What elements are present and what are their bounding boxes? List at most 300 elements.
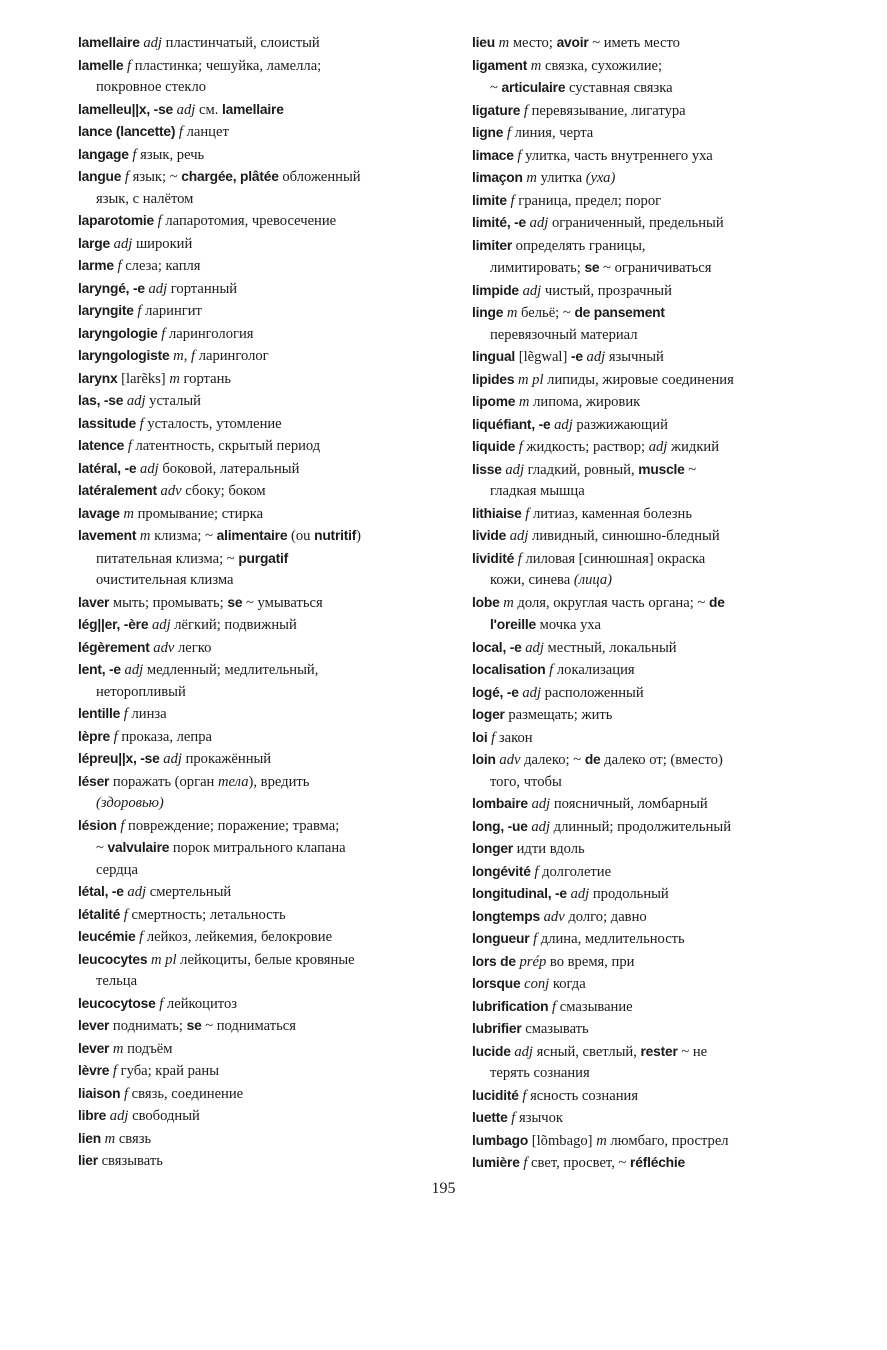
grammar-label: m	[530, 57, 542, 74]
entry-line	[472, 1063, 812, 1085]
translation-text: того, чтобы	[490, 773, 562, 790]
headword: lipides	[472, 371, 515, 387]
entry-line	[472, 659, 812, 682]
dictionary-entry	[472, 302, 812, 346]
grammar-label: f	[123, 906, 128, 923]
grammar-label: f	[178, 124, 183, 140]
translation-text: ), вредить	[248, 773, 310, 790]
dictionary-entry	[78, 368, 458, 391]
translation-text: неторопливый	[96, 683, 186, 700]
headword: limace	[472, 147, 514, 163]
dictionary-entry	[472, 55, 812, 100]
translation-text: сердца	[96, 861, 138, 878]
dictionary-entry	[472, 548, 812, 592]
grammar-label: adv	[160, 483, 182, 499]
translation-text: далеко; ~	[520, 752, 585, 768]
dictionary-entry	[78, 278, 458, 301]
dictionary-entry	[472, 346, 812, 369]
grammar-label: adj	[529, 215, 549, 231]
translation-text: разжижающий	[572, 416, 668, 433]
entry-line	[472, 325, 812, 347]
headword: valvulaire	[107, 840, 170, 855]
entry-line	[472, 1107, 812, 1130]
entry-line	[472, 816, 812, 839]
entry-line	[472, 503, 812, 526]
translation-text: смертельный	[146, 884, 232, 900]
dictionary-entry	[78, 55, 458, 99]
headword: réfléchie	[630, 1155, 685, 1170]
entry-line	[78, 1038, 458, 1061]
grammar-label: f	[533, 931, 538, 947]
grammar-label: f	[518, 439, 523, 455]
headword: loi	[472, 729, 488, 745]
entry-line	[78, 121, 458, 144]
headword: nutritif	[314, 528, 357, 543]
headword: lavage	[78, 505, 120, 521]
headword: légèrement	[78, 639, 150, 655]
entry-line	[472, 77, 812, 100]
dictionary-entry	[472, 167, 812, 190]
headword: loger	[472, 707, 505, 722]
dictionary-entry	[472, 1130, 812, 1153]
translation-text: когда	[549, 976, 586, 992]
dictionary-entry	[472, 793, 812, 816]
headword: lobe	[472, 594, 500, 610]
grammar-label: adj	[109, 1108, 129, 1124]
grammar-label: f	[123, 706, 128, 722]
grammar-label: f	[534, 863, 539, 880]
entry-line	[78, 189, 458, 211]
grammar-label: adj	[113, 235, 133, 252]
translation-text: ~ подниматься	[201, 1018, 296, 1034]
entry-line	[78, 323, 458, 346]
translation-text: смазывание	[556, 998, 633, 1015]
entry-line	[78, 837, 458, 860]
headword: lier	[78, 1153, 98, 1168]
translation-text: улитка, часть внутреннего уха	[521, 147, 713, 164]
dictionary-entry	[472, 1107, 812, 1130]
translation-text: (ou	[287, 528, 315, 544]
translation-text: язычный	[605, 349, 664, 365]
grammar-label: f	[510, 192, 515, 209]
entry-line	[472, 682, 812, 705]
dictionary-entry	[472, 145, 812, 168]
dictionary-entry	[78, 480, 458, 503]
translation-text: усталость, утомление	[143, 415, 282, 432]
translation-text: жидкость; раствор;	[522, 439, 649, 455]
grammar-label: adj	[163, 751, 182, 767]
left-column	[78, 32, 458, 1173]
entry-line	[472, 212, 812, 235]
translation-text: лапаротомия, чревосечение	[161, 213, 337, 229]
grammar-label: f	[517, 147, 522, 164]
entry-line	[472, 637, 812, 660]
dictionary-entry	[472, 659, 812, 682]
entry-line	[78, 548, 458, 571]
translation-text: боковой, латеральный	[158, 460, 300, 477]
translation-text: кожи, синева	[490, 572, 574, 588]
entry-line	[78, 904, 458, 927]
headword: libre	[78, 1108, 107, 1123]
entry-line	[472, 614, 812, 637]
right-column	[472, 32, 812, 1175]
headword: longitudinal, -e	[472, 886, 567, 901]
headword: lassitude	[78, 415, 137, 431]
translation-text: проказа, лепра	[117, 728, 212, 745]
grammar-label: f	[159, 995, 164, 1012]
grammar-label: adj	[151, 617, 171, 633]
grammar-label: adj	[124, 662, 144, 678]
dictionary-entry	[472, 704, 812, 727]
entry-line	[78, 971, 458, 993]
translation-text: [larẽks]	[117, 370, 170, 387]
dictionary-entry	[78, 525, 458, 592]
dictionary-entry	[78, 748, 458, 771]
dictionary-entry	[472, 1152, 812, 1175]
entry-line	[472, 1085, 812, 1108]
headword: leucocytes	[78, 951, 148, 967]
dictionary-entry	[78, 1128, 458, 1151]
grammar-label: adj	[127, 884, 147, 900]
dictionary-entry	[78, 815, 458, 882]
translation-text: очистительная клизма	[96, 572, 234, 588]
translation-text: чистый, прозрачный	[541, 282, 672, 299]
grammar-label: m	[104, 1130, 116, 1147]
entry-line	[78, 748, 458, 771]
translation-text: лейкоз, лейкемия, белокровие	[143, 929, 333, 945]
translation-text: прокажённый	[181, 751, 272, 767]
entry-line	[78, 1150, 458, 1173]
headword: chargée, plâtée	[181, 169, 279, 184]
headword: luette	[472, 1110, 508, 1125]
headword: lèpre	[78, 728, 110, 744]
translation-text: бельё; ~	[517, 305, 575, 321]
translation-text: ~	[490, 80, 502, 96]
headword: longer	[472, 841, 513, 856]
entry-line	[472, 167, 812, 190]
translation-text: во время, при	[546, 953, 635, 970]
grammar-label: adj	[554, 416, 573, 433]
headword: léser	[78, 773, 110, 789]
grammar-label: m	[139, 528, 151, 544]
translation-text: гортанный	[167, 280, 238, 297]
translation-text: лейкоциты, белые кровяные	[176, 951, 355, 968]
dictionary-entry	[472, 1085, 812, 1108]
headword: lésion	[78, 817, 117, 833]
entry-line	[78, 726, 458, 749]
dictionary-entry	[78, 1060, 458, 1083]
dictionary-entry	[472, 100, 812, 123]
entry-line	[472, 302, 812, 325]
headword: ligament	[472, 57, 528, 73]
dictionary-entry	[78, 1038, 458, 1061]
translation-text: ланцет	[182, 124, 229, 140]
grammar-label: adv	[499, 752, 521, 768]
translation-text: )	[356, 528, 362, 544]
dictionary-entry	[78, 32, 458, 55]
grammar-label: f	[511, 1110, 516, 1126]
translation-text: долголетие	[538, 863, 612, 880]
translation-text: длинный; продолжительный	[550, 818, 732, 835]
entry-line	[78, 881, 458, 904]
headword: lamelleu||x, -se	[78, 101, 174, 117]
dictionary-entry	[78, 993, 458, 1016]
translation-text: клизма; ~	[150, 528, 217, 544]
dictionary-entry	[78, 503, 458, 526]
grammar-label: f	[127, 57, 132, 74]
grammar-label: f	[120, 817, 125, 834]
translation-text: ларинголог	[195, 348, 269, 364]
headword: langue	[78, 169, 122, 184]
entry-line	[472, 369, 812, 392]
dictionary-entry	[472, 32, 812, 55]
headword: rester	[640, 1043, 678, 1059]
translation-text: свободный	[128, 1108, 200, 1124]
translation-text: улитка	[536, 170, 586, 186]
grammar-label: adj	[531, 796, 551, 812]
entry-line	[472, 951, 812, 974]
grammar-label: adj	[514, 1043, 533, 1060]
grammar-label: adv	[543, 908, 565, 925]
headword: langage	[78, 146, 129, 162]
entry-line	[78, 99, 458, 122]
dictionary-entry	[472, 1041, 812, 1085]
entry-line	[78, 503, 458, 526]
grammar-label: f	[127, 438, 132, 454]
entry-line	[472, 436, 812, 459]
entry-line	[78, 703, 458, 726]
translation-text: латентность, скрытый период	[131, 438, 321, 454]
headword: lien	[78, 1130, 101, 1146]
translation-text: см.	[195, 101, 222, 118]
translation-text: определять границы,	[512, 237, 646, 254]
translation-text: язычок	[515, 1110, 563, 1126]
grammar-label: m pl	[150, 951, 177, 968]
headword: avoir	[556, 35, 589, 50]
translation-text: свет, просвет, ~	[527, 1155, 631, 1171]
dictionary-entry	[78, 121, 458, 144]
page-number: 195	[431, 1180, 456, 1197]
grammar-label: f	[139, 929, 144, 945]
grammar-label: f	[123, 1085, 129, 1102]
grammar-label: m	[518, 394, 530, 410]
grammar-label: adj	[522, 282, 542, 299]
grammar-label: f	[506, 125, 511, 141]
entry-line	[472, 861, 812, 884]
dictionary-entry	[78, 144, 458, 167]
entry-line	[78, 255, 458, 278]
dictionary-entry	[78, 233, 458, 256]
dictionary-entry	[472, 1018, 812, 1041]
translation-text: локализация	[553, 662, 635, 678]
translation-text: линия, черта	[510, 125, 594, 141]
headword: latence	[78, 438, 125, 453]
grammar-label: adj	[176, 101, 196, 118]
grammar-label: m	[506, 305, 518, 321]
headword: muscle	[638, 461, 685, 477]
headword: limité, -e	[472, 215, 526, 230]
headword: las, -se	[78, 393, 124, 408]
dictionary-entry	[472, 190, 812, 213]
translation-text: подъём	[123, 1040, 173, 1057]
translation-text: гладкий, ровный,	[524, 461, 639, 478]
headword: lubrifier	[472, 1021, 522, 1036]
translation-text: поясничный, ломбарный	[550, 796, 708, 812]
grammar-label: f	[523, 1155, 528, 1171]
entry-line	[472, 548, 812, 571]
grammar-label: adj	[143, 35, 162, 51]
translation-text: язык, с налётом	[96, 190, 194, 207]
headword: longtemps	[472, 908, 540, 924]
translation-text: тельца	[96, 973, 138, 989]
dictionary-entry	[78, 435, 458, 458]
grammar-label: m	[169, 370, 180, 387]
headword: localisation	[472, 662, 546, 677]
dictionary-entry	[472, 816, 812, 839]
headword: lubrification	[472, 998, 549, 1014]
headword: latéral, -e	[78, 460, 137, 476]
entry-line	[78, 926, 458, 949]
entry-line	[78, 637, 458, 660]
entry-line	[78, 682, 458, 704]
headword: lisse	[472, 461, 502, 477]
dictionary-entry	[78, 703, 458, 726]
entry-line	[78, 210, 458, 233]
translation-text: местный, локальный	[543, 639, 677, 656]
entry-line	[472, 973, 812, 996]
grammar-label: adj	[148, 280, 168, 297]
translation-text: лимитировать;	[490, 260, 585, 276]
translation-text: питательная клизма; ~	[96, 550, 239, 567]
grammar-label: adj	[522, 684, 542, 701]
translation-text: мыть; промывать;	[109, 594, 228, 611]
grammar-label: m	[112, 1040, 124, 1057]
grammar-label: adj	[648, 439, 668, 455]
headword: lingual	[472, 349, 516, 364]
headword: l'oreille	[490, 617, 536, 632]
translation-text: [lõmbago]	[528, 1132, 597, 1149]
grammar-label: (лица)	[573, 572, 613, 588]
entry-line	[78, 77, 458, 99]
grammar-label: m	[526, 170, 537, 186]
dictionary-entry	[472, 637, 812, 660]
translation-text: лёгкий; подвижный	[170, 617, 297, 633]
headword: laryngé, -e	[78, 280, 145, 296]
headword: limaçon	[472, 170, 523, 185]
grammar-label: m	[503, 594, 514, 611]
entry-line	[78, 1083, 458, 1106]
headword: liquéfiant, -e	[472, 416, 551, 432]
grammar-label: conj	[524, 976, 550, 992]
translation-text: перевязочный материал	[490, 326, 638, 343]
translation-text: смазывать	[521, 1021, 589, 1037]
entry-line	[472, 883, 812, 906]
entry-line	[472, 145, 812, 168]
entry-line	[78, 525, 458, 548]
translation-text: обложенный	[278, 169, 361, 185]
headword: lég||er, -ère	[78, 617, 149, 632]
entry-line	[78, 949, 458, 972]
grammar-label: (здоровью)	[96, 795, 164, 811]
translation-text: липиды, жировые соединения	[543, 371, 734, 388]
translation-text: суставная связка	[565, 80, 673, 96]
dictionary-entry	[78, 1015, 458, 1038]
translation-text: повреждение; поражение; травма;	[124, 817, 340, 834]
grammar-label: adj	[505, 461, 524, 478]
translation-text: поднимать;	[109, 1018, 187, 1034]
grammar-label: f	[124, 169, 129, 185]
dictionary-entry	[78, 726, 458, 749]
headword: longueur	[472, 931, 530, 946]
headword: limiter	[472, 237, 513, 253]
dictionary-entry	[78, 881, 458, 904]
headword: purgatif	[238, 550, 289, 566]
translation-text: сбоку; боком	[181, 483, 266, 499]
headword: lumière	[472, 1155, 520, 1170]
entry-line	[78, 413, 458, 436]
translation-text: связывать	[97, 1153, 163, 1169]
translation-text: продольный	[589, 886, 669, 902]
translation-text: размещать; жить	[504, 707, 613, 723]
translation-text: язык; ~	[128, 169, 182, 185]
headword: lance (lancette)	[78, 124, 176, 139]
headword: lépreu||x, -se	[78, 751, 160, 766]
entry-line	[472, 100, 812, 123]
grammar-label: f	[113, 728, 118, 745]
headword: limite	[472, 192, 507, 208]
translation-text: мочка уха	[535, 617, 601, 633]
headword: longévité	[472, 863, 531, 879]
dictionary-entry	[78, 345, 458, 368]
translation-text: поражать (орган	[109, 773, 219, 790]
grammar-label: f	[517, 550, 522, 567]
entry-line	[472, 459, 812, 482]
dictionary-entry	[472, 459, 812, 503]
translation-text: губа; край раны	[116, 1063, 220, 1079]
entry-line	[472, 772, 812, 794]
dictionary-entry	[472, 749, 812, 793]
entry-line	[472, 391, 812, 414]
dictionary-entry	[472, 525, 812, 548]
dictionary-entry	[472, 436, 812, 459]
dictionary-entry	[472, 682, 812, 705]
dictionary-entry	[78, 771, 458, 815]
entry-line	[472, 414, 812, 437]
dictionary-entry	[472, 592, 812, 637]
translation-text: ясность сознания	[526, 1087, 639, 1104]
headword: lamelle	[78, 57, 124, 73]
dictionary-entry	[472, 414, 812, 437]
translation-text: ~ ограничиваться	[599, 260, 712, 276]
translation-text: расположенный	[541, 684, 644, 701]
headword: lever	[78, 1040, 110, 1056]
translation-text: покровное стекло	[96, 79, 207, 95]
grammar-label: adj	[509, 528, 529, 544]
translation-text: лиловая [синюшная] окраска	[521, 550, 706, 567]
dictionary-entry	[78, 1150, 458, 1173]
translation-text: ~ умываться	[242, 594, 323, 611]
entry-line	[472, 704, 812, 727]
entry-line	[78, 614, 458, 637]
entry-line	[78, 771, 458, 794]
translation-text: пластинчатый, слоистый	[161, 35, 320, 51]
translation-text: [lẽgwal]	[515, 349, 571, 365]
entry-line	[472, 257, 812, 280]
entry-line	[472, 32, 812, 55]
translation-text: долго; давно	[564, 908, 647, 925]
translation-text: далеко от; (вместо)	[600, 752, 723, 768]
dictionary-entry	[78, 949, 458, 993]
